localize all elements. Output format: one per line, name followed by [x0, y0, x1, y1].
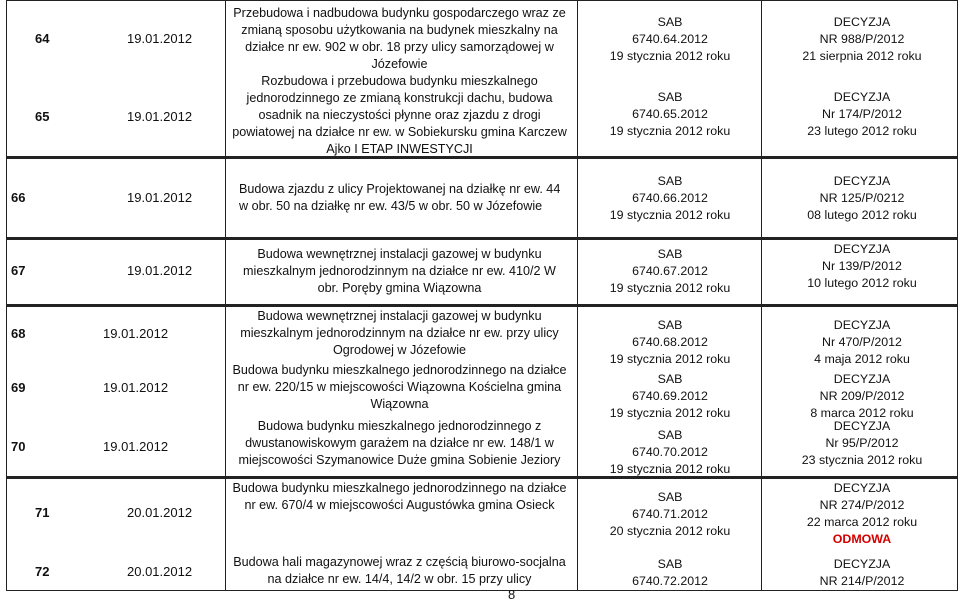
sab-number: 6740.67.2012	[632, 264, 708, 278]
row-description: Budowa budynku mieszkalnego jednorodzinnego na działce nr ew. 220/15 w miejscowości Wiązowna Kościelna gmina Wiązowna	[232, 363, 567, 411]
table-row	[7, 543, 957, 593]
sab-date: 19 stycznia 2012 roku	[609, 281, 731, 295]
decision-date: 4 maja 2012 roku	[814, 352, 910, 366]
row-date: 19.01.2012	[103, 439, 169, 454]
table-row	[7, 1, 957, 79]
row-decision	[767, 14, 957, 65]
row-description: Budowa wewnętrznej instalacji gazowej w budynku mieszkalnym jednorodzinnym na działce nr ew. 410/2 W obr. Poręby gmina Wiązowna	[243, 247, 556, 295]
table-row	[7, 307, 957, 366]
table-row	[7, 361, 957, 420]
decision-label: DECYZJA	[833, 372, 891, 386]
decision-date: 8 marca 2012 roku	[810, 406, 914, 420]
sab-number: 6740.69.2012	[632, 389, 708, 403]
row-number: 68	[11, 326, 26, 341]
decision-number: NR 988/P/2012	[819, 32, 905, 46]
sab-date: 19 stycznia 2012 roku	[609, 208, 731, 222]
decision-date: 23 lutego 2012 roku	[807, 124, 917, 138]
row-description: Budowa zjazdu z ulicy Projektowanej na działkę nr ew. 44 w obr. 50 na działkę nr ew. 43/5 w obr. 50 w Józefowie	[239, 182, 561, 213]
row-description: Przebudowa i nadbudowa budynku gospodarczego wraz ze zmianą sposobu użytkowania na budynek mieszkalny na działce nr ew. 902 w obr. 18 przy ulicy samorządowej w Józefowie	[233, 6, 566, 71]
row-number: 72	[35, 564, 50, 579]
row-decision	[767, 418, 957, 469]
permit-register-table	[6, 0, 958, 591]
decision-label: DECYZJA	[833, 90, 891, 104]
row-number: 64	[35, 31, 50, 46]
sab-date: 19 stycznia 2012 roku	[609, 49, 731, 63]
decision-date: 23 stycznia 2012 roku	[801, 453, 923, 467]
decision-label: DECYZJA	[833, 481, 891, 495]
row-decision	[767, 556, 957, 590]
sab-label: SAB	[657, 557, 683, 571]
row-description: Budowa wewnętrznej instalacji gazowej w budynku mieszkalnym jednorodzinnym na działce nr ew. przy ulicy Ogrodowej w Józefowie	[240, 309, 559, 357]
decision-number: NR 125/P/0212	[819, 191, 905, 205]
decision-date: 22 marca 2012 roku	[806, 515, 918, 529]
row-sab	[599, 14, 741, 65]
table-row	[7, 240, 957, 307]
table-row	[7, 479, 957, 546]
row-date: 19.01.2012	[103, 380, 169, 395]
refusal-badge: ODMOWA	[832, 532, 892, 546]
table-row	[7, 73, 957, 157]
decision-label: DECYZJA	[833, 318, 891, 332]
sab-label: SAB	[657, 174, 683, 188]
sab-label: SAB	[657, 15, 683, 29]
sab-date: 19 stycznia 2012 roku	[609, 124, 731, 138]
row-date: 19.01.2012	[127, 31, 193, 46]
row-description: Budowa budynku mieszkalnego jednorodzinnego na działce nr ew. 670/4 w miejscowości Augustówka gmina Osieck	[232, 481, 567, 512]
page-number: 8	[508, 587, 516, 602]
row-description: Budowa hali magazynowej wraz z częścią biurowo-socjalna na działce nr ew. 14/4, 14/2 w obr. 15 przy ulicy	[233, 555, 566, 586]
row-number: 65	[35, 109, 50, 124]
row-number: 66	[11, 190, 26, 205]
sab-date: 19 stycznia 2012 roku	[609, 406, 731, 420]
decision-label: DECYZJA	[833, 174, 891, 188]
decision-date: 08 lutego 2012 roku	[807, 208, 917, 222]
sab-date: 19 stycznia 2012 roku	[609, 462, 731, 476]
row-date: 20.01.2012	[127, 564, 193, 579]
sab-number: 6740.68.2012	[632, 335, 708, 349]
sab-date: 19 stycznia 2012 roku	[609, 352, 731, 366]
row-description: Rozbudowa i przebudowa budynku mieszkalnego jednorodzinnego ze zmianą konstrukcji dachu, budowa osadnik na nieczystości płynne oraz zjazdu z drogi powiatowej na działce nr ew. w Sobiekursku gmina Karczew Ajko I ETAP INWESTYCJI	[232, 74, 567, 156]
decision-label: DECYZJA	[833, 419, 891, 433]
table-group	[7, 237, 957, 304]
row-date: 19.01.2012	[127, 263, 193, 278]
row-sab	[599, 489, 741, 540]
row-date: 20.01.2012	[127, 505, 193, 520]
row-number: 71	[35, 505, 50, 520]
sab-label: SAB	[657, 318, 683, 332]
sab-number: 6740.66.2012	[632, 191, 708, 205]
table-group	[7, 476, 957, 590]
sab-label: SAB	[657, 428, 683, 442]
row-sab	[599, 89, 741, 140]
decision-label: DECYZJA	[833, 557, 891, 571]
sab-number: 6740.72.2012	[632, 574, 708, 588]
decision-number: NR 214/P/2012	[819, 574, 905, 588]
row-decision	[767, 89, 957, 140]
row-sab	[599, 246, 741, 297]
row-number: 67	[11, 263, 26, 278]
table-group	[7, 156, 957, 237]
decision-number: Nr 470/P/2012	[822, 335, 902, 349]
row-number: 70	[11, 439, 26, 454]
decision-number: Nr 139/P/2012	[822, 259, 902, 273]
decision-date: 21 sierpnia 2012 roku	[802, 49, 922, 63]
sab-label: SAB	[657, 90, 683, 104]
table-group	[7, 304, 957, 476]
row-sab	[599, 173, 741, 224]
sab-label: SAB	[657, 490, 683, 504]
decision-label: DECYZJA	[833, 15, 891, 29]
sab-label: SAB	[657, 372, 683, 386]
row-decision	[767, 173, 957, 224]
row-date: 19.01.2012	[127, 109, 193, 124]
table-row	[7, 415, 957, 479]
sab-date: 20 stycznia 2012 roku	[609, 524, 731, 538]
sab-label: SAB	[657, 247, 683, 261]
row-date: 19.01.2012	[103, 326, 169, 341]
row-sab	[599, 556, 741, 590]
table-row	[7, 159, 957, 240]
decision-number: NR 209/P/2012	[819, 389, 905, 403]
row-decision	[767, 241, 957, 292]
sab-number: 6740.65.2012	[632, 107, 708, 121]
table-group	[7, 0, 957, 156]
decision-number: NR 274/P/2012	[819, 498, 905, 512]
decision-label: DECYZJA	[833, 242, 891, 256]
decision-number: Nr 95/P/2012	[825, 436, 899, 450]
row-decision	[767, 480, 957, 548]
sab-number: 6740.71.2012	[632, 507, 708, 521]
row-number: 69	[11, 380, 26, 395]
decision-number: Nr 174/P/2012	[822, 107, 902, 121]
row-description: Budowa budynku mieszkalnego jednorodzinnego z dwustanowiskowym garażem na działce nr ew. 148/1 w miejscowości Szymanowice Duże gmina Sobienie Jeziory	[238, 419, 561, 467]
sab-number: 6740.64.2012	[632, 32, 708, 46]
decision-date: 10 lutego 2012 roku	[807, 276, 917, 290]
sab-number: 6740.70.2012	[632, 445, 708, 459]
row-date: 19.01.2012	[127, 190, 193, 205]
row-sab	[599, 427, 741, 478]
